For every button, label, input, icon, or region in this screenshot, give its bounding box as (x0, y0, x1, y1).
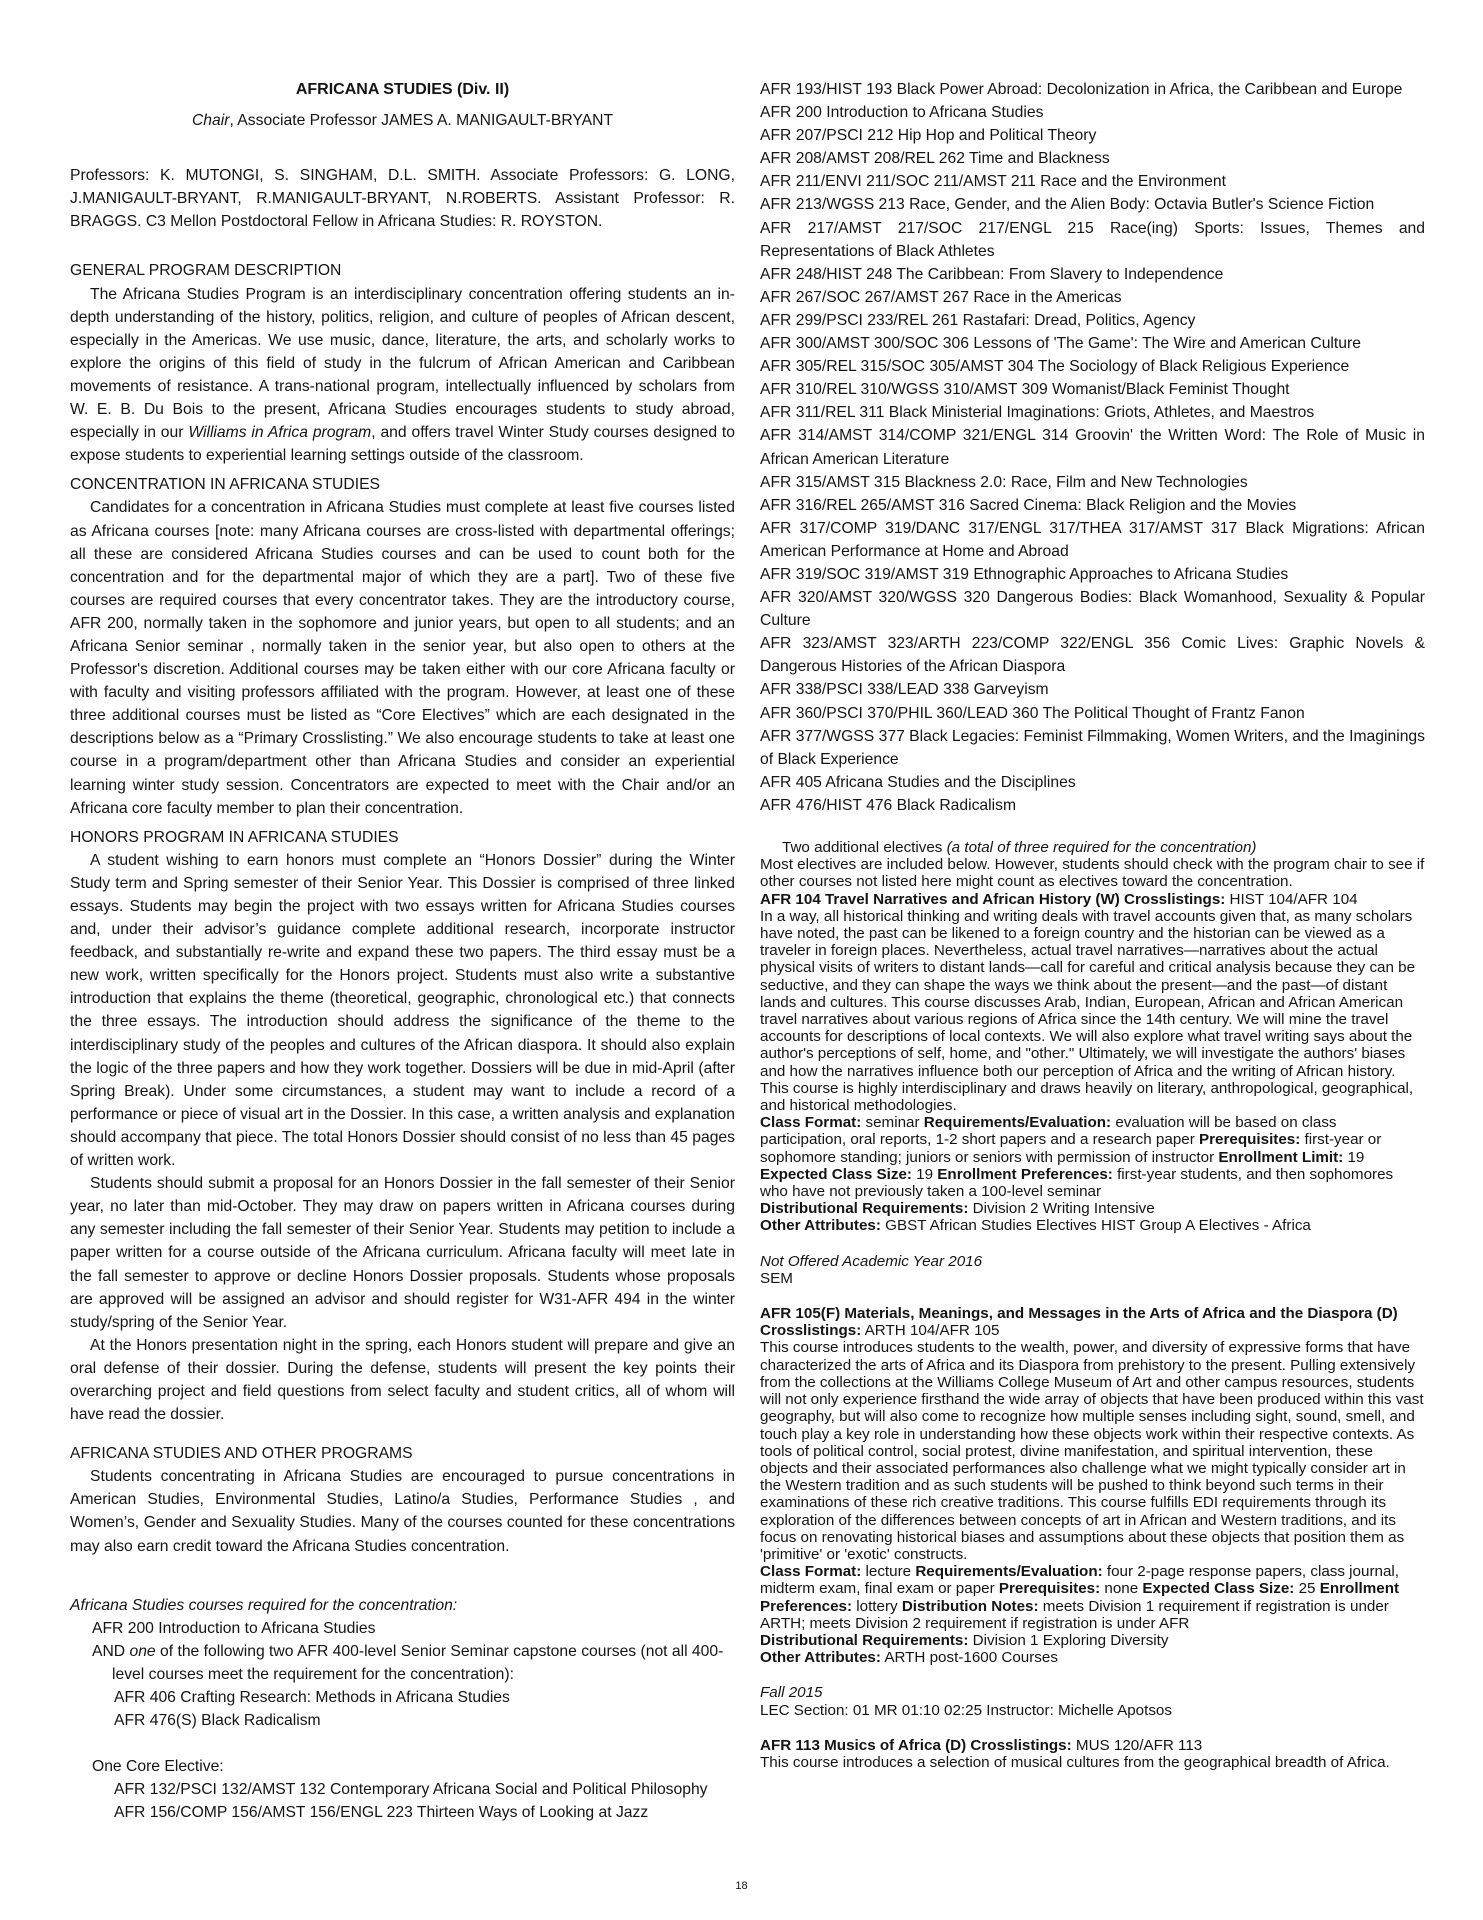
core-elective-item: AFR 156/COMP 156/AMST 156/ENGL 223 Thirteen Ways of Looking at Jazz (114, 1804, 649, 1822)
honors-paragraph-3: At the Honors presentation night in the spring, each Honors student will prepare and give an oral defense of their dossier. During the defense, students will present the key points their overarching project and field questions from select faculty and student critics, all of whom will have read the dossier. (70, 1336, 735, 1424)
chair-prefix: Chair (191, 112, 230, 130)
core-elective-item: AFR 132/PSCI 132/AMST 132 Contemporary Africana Social and Political Philosophy (114, 1781, 708, 1799)
chair-name: , Associate Professor JAMES A. MANIGAULT-BRYANT (229, 112, 614, 130)
required-courses-title: Africana Studies courses required for the concentration: (70, 1596, 458, 1614)
course-list-item: AFR 319/SOC 319/AMST 319 Ethnographic Approaches to Africana Studies (760, 565, 1289, 583)
course-afr113-title: AFR 113 Musics of Africa (D) Crosslistings: MUS 120/AFR 113 (760, 1736, 1203, 1754)
course-list-item: AFR 211/ENVI 211/SOC 211/AMST 211 Race and the Environment (760, 173, 1226, 191)
course-list-item: AFR 317/COMP 319/DANC 317/ENGL 317/THEA 317/AMST 317 Black Migrations: African American Performance at Home and Abroad (760, 519, 1425, 560)
right-column (760, 0, 1425, 1771)
course-list-item: AFR 323/AMST 323/ARTH 223/COMP 322/ENGL 356 Comic Lives: Graphic Novels & Dangerous Histories of the African Diaspora (760, 635, 1425, 676)
course-list-item: AFR 200 Introduction to Africana Studies (760, 104, 1044, 122)
williams-in-africa: Williams in Africa program (188, 424, 372, 442)
honors-paragraph-2: Students should submit a proposal for an Honors Dossier in the fall semester of their Senior year, no later than mid-October. They may draw on papers written in Africana courses during any semester including the fall semester of their Senior Year. Students may petition to include a paper written for a course outside of the Africana curriculum. Africana faculty will meet late in the fall semester to approve or decline Honors Dossier proposals. Students whose proposals are approved will be assigned an advisor and should register for W31-AFR 494 in the winter study/spring of the Senior Year. (70, 1175, 735, 1331)
course-afr104-distribution: Distributional Requirements: Division 2 Writing Intensive (760, 1200, 1155, 1218)
course-list-item: AFR 314/AMST 314/COMP 321/ENGL 314 Groovin' the Written Word: The Role of Music in African American Literature (760, 427, 1425, 468)
course-afr105-section: LEC Section: 01 MR 01:10 02:25 Instructor: Michelle Apotsos (760, 1701, 1172, 1719)
course-list-item: AFR 213/WGSS 213 Race, Gender, and the Alien Body: Octavia Butler's Science Fiction (760, 196, 1375, 214)
honors-paragraph-1: A student wishing to earn honors must complete an “Honors Dossier” during the Winter Study term and Spring semester of their Senior Year. This Dossier is comprised of three linked essays. Students may begin the project with two essays written for Africana Studies courses and, under their advisor’s guidance complete additional research, incorporate instructor feedback, and substantially re-write and expand these two papers. The third essay must be a new work, written specifically for the Honors project. Students must also write a substantive introduction that explains the theme (theoretical, geographic, chronological etc.) that connects the three essays. The introduction should address the significance of the theme to the interdisciplinary study of the peoples and cultures of the African diaspora. It should also explain the logic of the three papers and how they work together. Dossiers will be due in mid-April (after Spring Break). Under some circumstances, a student may want to include a record of a performance or piece of visual art in the Dossier. In this case, a written analysis and explanation should accompany that piece. The total Honors Dossier should consist of no less than 45 pages of written work. (70, 851, 735, 1170)
faculty-list: Professors: K. MUTONGI, S. SINGHAM, D.L. SMITH. Associate Professors: G. LONG, J.MANIGAULT-BRYANT, R.MANIGAULT-BRYANT, N.ROBERTS. Assistant Professor: R. BRAGGS. C3 Mellon Postdoctoral Fellow in Africana Studies: R. ROYSTON. (70, 167, 735, 231)
course-list-item: AFR 267/SOC 267/AMST 267 Race in the Americas (760, 288, 1122, 306)
required-course-afr406: AFR 406 Crafting Research: Methods in Africana Studies (114, 1689, 510, 1706)
course-list-item: AFR 360/PSCI 370/PHIL 360/LEAD 360 The Political Thought of Frantz Fanon (760, 704, 1305, 722)
general-description: The Africana Studies Program is an interdisciplinary concentration offering students an in-depth understanding of the history, politics, religion, and culture of peoples of African descent, especially in the Americas. We use music, dance, literature, the arts, and scholarly works to explore the origins of this field of study in the fulcrum of African American and Caribbean movements of resistance. A trans-national program, intellectually influenced by scholars from W. E. B. Du Bois to the present, Africana Studies encourages students to study abroad, especially in our Williams in Africa program, and offers travel Winter Study courses designed to expose students to experiential learning settings outside of the classroom. (70, 285, 735, 465)
concentration-heading: CONCENTRATION IN AFRICANA STUDIES (70, 476, 381, 494)
course-afr104-description: In a way, all historical thinking and writing deals with travel accounts given that, as many scholars have noted, the past can be likened to a foreign country and the historian can be viewed as a traveler in foreign places. Nevertheless, actual travel narratives—narratives about the actual physical visits of writers to distant lands—call for careful and critical analysis because they can be seductive, and they can shape the ways we think about the present—and the past—of distant lands and cultures. This course discusses Arab, Indian, European, African and African American travel narratives about various regions of Africa since the 14th century. We will mine the travel accounts for descriptions of local contexts. We will also explore what travel writing says about the author's perceptions of self, home, and "other." Ultimately, we will investigate the authors' biases and how the narratives influence both our perception of Africa and the writing of African history. This course is highly interdisciplinary and draws heavily on literary, anthropological, geographical, and historical methodologies. (760, 907, 1416, 1115)
course-list-item: AFR 207/PSCI 212 Hip Hop and Political Theory (760, 127, 1097, 145)
course-list-item: AFR 320/AMST 320/WGSS 320 Dangerous Bodies: Black Womanhood, Sexuality & Popular Culture (760, 589, 1425, 630)
course-list-item: AFR 476/HIST 476 Black Radicalism (760, 796, 1017, 814)
left-column (70, 0, 735, 1824)
electives-intro: Two additional electives (a total of three required for the concentration) (782, 839, 1257, 856)
course-list-item: AFR 377/WGSS 377 Black Legacies: Feminist Filmmaking, Women Writers, and the Imaginings of Black Experience (760, 727, 1425, 768)
course-afr104-offered: Not Offered Academic Year 2016 (760, 1252, 983, 1270)
course-list-item: AFR 311/REL 311 Black Ministerial Imaginations: Griots, Athletes, and Maestros (760, 404, 1315, 422)
other-programs-text: Students concentrating in Africana Studies are encouraged to pursue concentrations in American Studies, Environmental Studies, Latino/a Studies, Performance Studies , and Women’s, Gender and Sexuality Studies. Many of the courses counted for these concentrations may also earn credit toward the Africana Studies concentration. (70, 1468, 735, 1555)
course-list-item: AFR 217/AMST 217/SOC 217/ENGL 215 Race(ing) Sports: Issues, Themes and Representations of Black Athletes (760, 219, 1425, 260)
course-list-item: AFR 208/AMST 208/REL 262 Time and Blackness (760, 150, 1110, 168)
course-list-item: AFR 193/HIST 193 Black Power Abroad: Decolonization in Africa, the Caribbean and Europe (760, 81, 1403, 98)
general-heading: GENERAL PROGRAM DESCRIPTION (70, 262, 342, 280)
required-course-afr200: AFR 200 Introduction to Africana Studies (92, 1619, 376, 1637)
core-elective-label: One Core Elective: (92, 1758, 224, 1776)
course-list-item: AFR 315/AMST 315 Blackness 2.0: Race, Film and New Technologies (760, 473, 1248, 491)
course-list-item: AFR 316/REL 265/AMST 316 Sacred Cinema: Black Religion and the Movies (760, 496, 1297, 514)
course-afr113-description: This course introduces a selection of musical cultures from the geographical breadth of Africa. (760, 1753, 1390, 1771)
course-afr104-format-code: SEM (760, 1269, 793, 1287)
course-afr104-title: AFR 104 Travel Narratives and African History (W) Crosslistings: HIST 104/AFR 104 (760, 890, 1358, 908)
course-list-item: AFR 300/AMST 300/SOC 306 Lessons of 'The Game': The Wire and American Culture (760, 335, 1361, 353)
electives-note: Most electives are included below. However, students should check with the program chair to see if other courses not listed here might count as electives toward the concentration. (760, 856, 1425, 891)
course-afr105-description: This course introduces students to the wealth, power, and diversity of expressive forms that have characterized the arts of Africa and its Diaspora from prehistory to the present. Pulling extensively from the collections at the Williams College Museum of Art and other campus resources, students will not only experience firsthand the wide array of objects that have been produced within this vast geography, but will also come to recognize how multiple senses including sight, sound, smell, and touch play a key role in understanding how these objects work within their respective contexts. As tools of political control, social protest, divine manifestation, and spiritual intervention, these objects and their associated performances also challenge what we might typically consider art in the Western tradition and as such students will be pushed to think beyond such terms in their examinations of these rich creative traditions. This course fulfills EDI requirements through its exploration of the differences between concepts of art in African and Western traditions, and its focus on renovating historical biases and assumptions about these objects that position them as 'primitive' or 'exotic' constructs. (760, 1339, 1424, 1563)
core-elective-list (712, 78, 1425, 817)
page-number: 18 (735, 1880, 748, 1892)
course-afr105-attributes: Other Attributes: ARTH post-1600 Courses (760, 1649, 1058, 1667)
course-afr105-crosslistings: Crosslistings: ARTH 104/AFR 105 (760, 1322, 1000, 1340)
honors-heading: HONORS PROGRAM IN AFRICANA STUDIES (70, 828, 399, 846)
course-list-item: AFR 299/PSCI 233/REL 261 Rastafari: Dread, Politics, Agency (760, 311, 1196, 329)
course-afr105-details: Class Format: lecture Requirements/Evaluation: four 2-page response papers, class journal, midterm exam, final exam or paper Prerequisites: none Expected Class Size: 25 Enrollment Preferences: lottery Distribution Notes: meets Division 1 requirement if registration is under ARTH; meets Division 2 requirement if registration is under AFR (760, 1563, 1400, 1632)
electives-section (760, 839, 1425, 1771)
other-programs-heading: AFRICANA STUDIES AND OTHER PROGRAMS (70, 1445, 413, 1463)
course-afr105-term: Fall 2015 (760, 1684, 823, 1702)
course-list-item: AFR 405 Africana Studies and the Disciplines (760, 773, 1076, 791)
course-afr105-distribution: Distributional Requirements: Division 1 Exploring Diversity (760, 1631, 1169, 1649)
course-list-item: AFR 248/HIST 248 The Caribbean: From Slavery to Independence (760, 265, 1224, 283)
course-afr104-details: Class Format: seminar Requirements/Evaluation: evaluation will be based on class participation, oral reports, 1-2 short papers and a research paper Prerequisites: first-year or sophomore standing; juniors or seniors with permission of instructor Enrollment Limit: 19 Expected Class Size: 19 Enrollment Preferences: first-year students, and then sophomores who have not previously taken a 100-level seminar (760, 1114, 1394, 1201)
course-afr105-title: AFR 105(F) Materials, Meanings, and Messages in the Arts of Africa and the Diaspora (D) (760, 1305, 1398, 1323)
course-afr104-attributes: Other Attributes: GBST African Studies Electives HIST Group A Electives - Africa (760, 1217, 1311, 1235)
course-list-item: AFR 310/REL 310/WGSS 310/AMST 309 Womanist/Black Feminist Thought (760, 381, 1290, 399)
course-list-item: AFR 305/REL 315/SOC 305/AMST 304 The Sociology of Black Religious Experience (760, 358, 1350, 376)
required-course-afr476: AFR 476(S) Black Radicalism (114, 1712, 321, 1730)
senior-seminar-requirement: AND one of the following two AFR 400-level Senior Seminar capstone courses (not all 400-level courses meet the requirement for the concentration): (92, 1642, 724, 1683)
chair-line (70, 109, 735, 132)
concentration-description: Candidates for a concentration in Africana Studies must complete at least five courses listed as Africana courses [note: many Africana courses are cross-listed with departmental offerings; all these are considered Africana Studies courses and can be used to count both for the concentration and for the departmental major of which they are a part]. Two of these five courses are required courses that every concentrator takes. They are the introductory course, AFR 200, normally taken in the sophomore and junior years, but open to all students; and an Africana Senior seminar , normally taken in the senior year, but also open to others at the Professor's discretion. Additional courses may be taken either with our core Africana faculty or with faculty and visiting professors affiliated with the program. However, at least one of these three additional courses must be listed as “Core Electives” which are each designated in the descriptions below as a “Primary Crosslisting.” We also encourage students to take at least one course in a program/department other than Africana Studies and consider an experiential learning winter study session. Concentrators are expected to meet with the Chair and/or an Africana core faculty member to plan their concentration. (70, 499, 735, 817)
page-title: AFRICANA STUDIES (Div. II) (295, 81, 510, 98)
course-list-item: AFR 338/PSCI 338/LEAD 338 Garveyism (760, 681, 1049, 699)
